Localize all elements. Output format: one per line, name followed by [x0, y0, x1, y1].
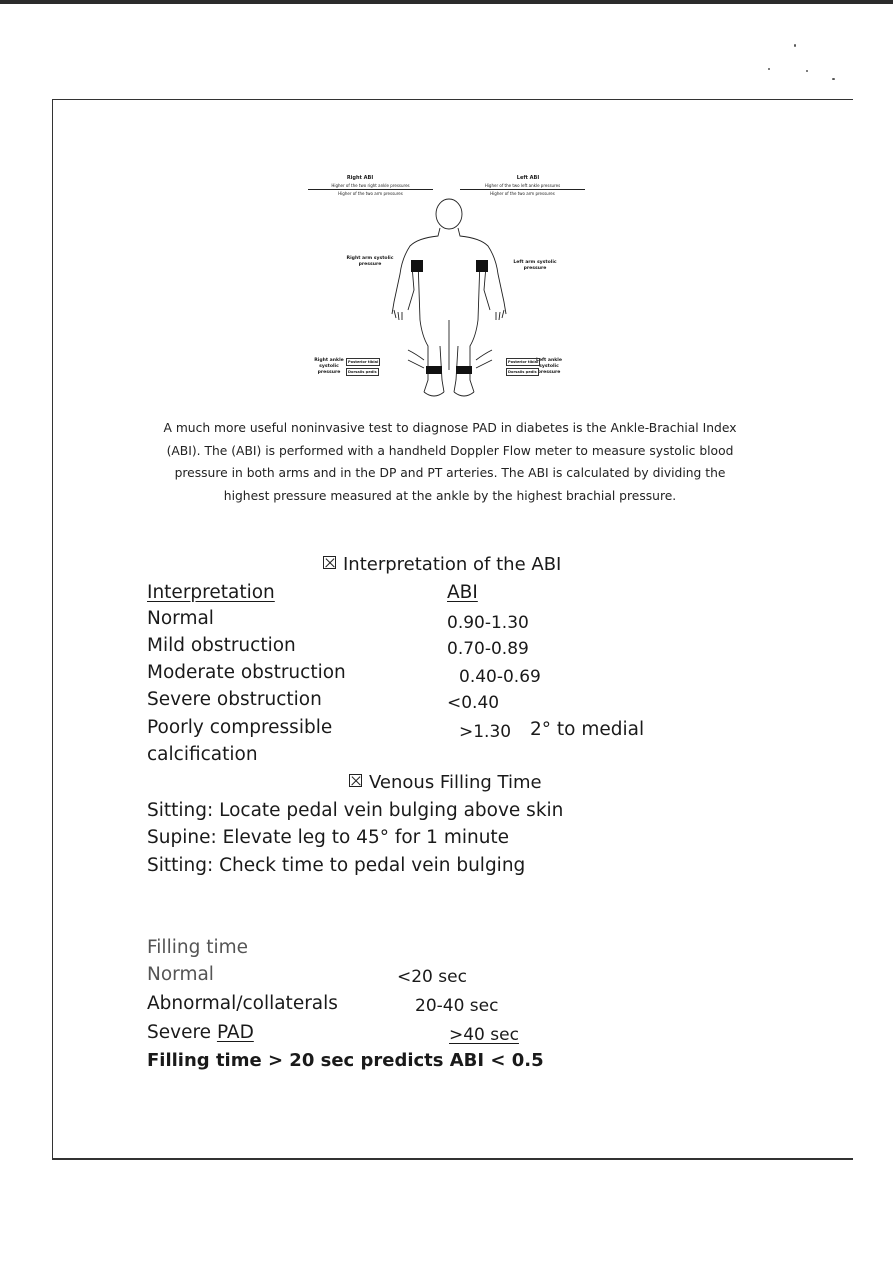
scan-speck [806, 70, 808, 72]
filling-pad-text: PAD [216, 1022, 254, 1043]
left-abi-title: Left ABI [516, 175, 540, 181]
filling-heading: Filling time [147, 937, 249, 958]
abi-row-label: Severe obstruction [147, 689, 322, 710]
abi-diagram [300, 170, 600, 400]
scan-speck [794, 44, 796, 47]
left-abi-numerator: Higher of the two left ankle pressures [484, 183, 561, 188]
left-dp-box: Dorsalis pedis [508, 370, 537, 374]
checkbox-x-icon [323, 556, 336, 569]
venous-step: Sitting: Locate pedal vein bulging above skin [147, 800, 564, 821]
venous-step: Sitting: Check time to pedal vein bulging [147, 855, 526, 876]
abi-row-value: 0.40-0.69 [459, 667, 541, 687]
filling-row-value: 20-40 sec [415, 996, 499, 1016]
col-interpretation-header: Interpretation [147, 582, 275, 603]
scan-speck [832, 78, 835, 80]
right-ankle-label: Right ankle systolic pressure [314, 358, 344, 375]
filling-severe-text: Severe [147, 1022, 212, 1043]
abi-caption: A much more useful noninvasive test to diagnose PAD in diabetes is the Ankle-Brachial Index (ABI). The (ABI) is performed with a handheld Doppler Flow meter to measure systolic blood pressure in both arms and in the DP and PT arteries. The ABI is calculated by dividing the highest pressure measured at the ankle by the highest brachial pressure. [163, 421, 737, 503]
abi-row-value: >1.30 [459, 722, 512, 742]
filling-row-label [147, 1022, 254, 1044]
left-arm-label: Left arm systolic pressure [513, 260, 557, 271]
left-ankle-label: Left ankle systolic pressure [536, 358, 562, 375]
abi-row-value: 0.90-1.30 [447, 613, 529, 633]
checkbox-x-icon [349, 774, 362, 787]
filling-conclusion: Filling time > 20 sec predicts ABI < 0.5 [147, 1050, 544, 1071]
filling-row-label: Abnormal/collaterals [147, 993, 338, 1014]
abi-row-label: Normal [147, 608, 214, 629]
filling-row-label: Normal [147, 964, 214, 985]
right-abi-denominator: Higher of the two arm pressures [338, 191, 403, 196]
filling-row-value: >40 sec [449, 1025, 519, 1045]
abi-section-title-text: Interpretation of the ABI [343, 554, 562, 575]
page-top-edge [0, 0, 893, 4]
abi-row-value: <0.40 [447, 693, 500, 713]
abi-row-value: 0.70-0.89 [447, 639, 529, 659]
col-abi-header: ABI [447, 582, 478, 603]
abi-row-label: Moderate obstruction [147, 662, 346, 683]
venous-step: Supine: Elevate leg to 45° for 1 minute [147, 827, 510, 848]
filling-row-value: <20 sec [397, 967, 467, 987]
venous-section-title-text: Venous Filling Time [369, 772, 542, 793]
abi-row-label: Poorly compressible [147, 717, 333, 738]
abi-row-label: Mild obstruction [147, 635, 296, 656]
right-pt-box: Posterior tibial [348, 360, 379, 364]
right-abi-numerator: Higher of the two right ankle pressures [331, 183, 410, 188]
right-abi-title: Right ABI [346, 175, 374, 181]
right-dp-box: Dorsalis pedis [348, 370, 377, 374]
abi-section-title [323, 554, 561, 575]
left-abi-denominator: Higher of the two arm pressures [490, 191, 555, 196]
scan-speck [768, 68, 770, 70]
abi-row-continuation: calcification [147, 744, 258, 765]
left-pt-box: Posterior tibial [508, 360, 539, 364]
venous-section-title [349, 772, 542, 793]
right-arm-label: Right arm systolic pressure [346, 256, 394, 267]
abi-row-note: 2° to medial [530, 719, 645, 740]
